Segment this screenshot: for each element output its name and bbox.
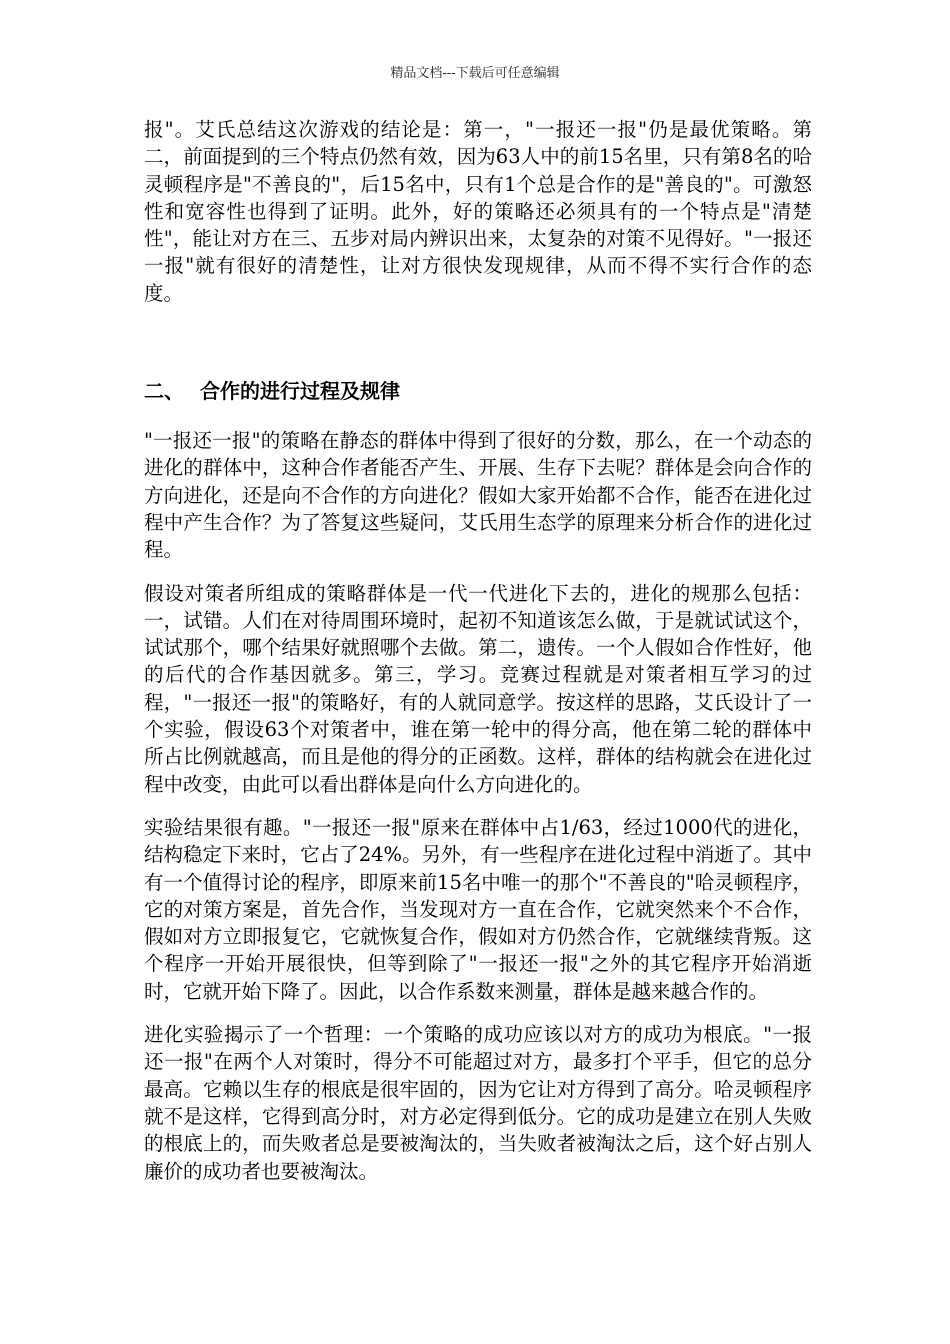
- spacer: [144, 564, 812, 580]
- paragraph-philosophy: 进化实验揭示了一个哲理：一个策略的成功应该以对方的成功为根底。"一报还一报"在两个人对策时，得分不可能超过对方，最多打个平手，但它的总分最高。它赖以生存的根底是很牢固的，因为它让对方得到了高分。哈灵顿程序就不是这样，它得到高分时，对方必定得到低分。它的成功是建立在别人失败的根底上的，而失败者总是要被淘汰的，当失败者被淘汰之后，这个好占别人廉价的成功者也要被淘汰。: [144, 1023, 812, 1183]
- spacer: [144, 405, 812, 427]
- paragraph-evolution-rules: 假设对策者所组成的策略群体是一代一代进化下去的，进化的规那么包括：一，试错。人们在对待周围环境时，起初不知道该怎么做，于是就试试这个，试试那个，哪个结果好就照哪个去做。第二，遗传。一个人假如合作性好，他的后代的合作基因就多。第三，学习。竞赛过程就是对策者相互学习的过程，"一报还一报"的策略好，有的人就同意学。按这样的思路，艾氏设计了一个实验，假设63个对策者中，谁在第一轮中的得分高，他在第二轮的群体中所占比例就越高，而且是他的得分的正函数。这样，群体的结构就会在进化过程中改变，由此可以看出群体是向什么方向进化的。: [144, 581, 812, 796]
- spacer: [144, 307, 812, 377]
- section-number: 二、: [144, 379, 184, 404]
- document-body: [144, 116, 812, 1185]
- section-heading: [144, 377, 812, 405]
- spacer: [144, 1005, 812, 1021]
- paragraph-intro: "一报还一报"的策略在静态的群体中得到了很好的分数，那么，在一个动态的进化的群体中，这种合作者能否产生、开展、生存下去呢？群体是会向合作的方向进化，还是向不合作的方向进化？假如大家开始都不合作，能否在进化过程中产生合作？为了答复这些疑问，艾氏用生态学的原理来分析合作的进化过程。: [144, 429, 812, 562]
- page-header: 精品文档---下载后可任意编辑: [390, 66, 560, 81]
- paragraph-experiment-results: 实验结果很有趣。"一报还一报"原来在群体中占1/63，经过1000代的进化，结构稳定下来时，它占了24%。另外，有一些程序在进化过程中消逝了。其中有一个值得讨论的程序，即原来前15名中唯一的那个"不善良的"哈灵顿程序，它的对策方案是，首先合作，当发现对方一直在合作，它就突然来个不合作，假如对方立即报复它，它就恢复合作，假如对方仍然合作，它就继续背叛。这个程序一开始开展很快，但等到除了"一报还一报"之外的其它程序开始消逝时，它就开始下降了。因此，以合作系数来测量，群体是越来越合作的。: [144, 815, 812, 1003]
- section-title: 合作的进行过程及规律: [200, 379, 400, 404]
- paragraph-conclusion: 报"。艾氏总结这次游戏的结论是：第一，"一报还一报"仍是最优策略。第二，前面提到的三个特点仍然有效，因为63人中的前15名里，只有第8名的哈灵顿程序是"不善良的"，后15名中，只有1个总是合作的是"善良的"。可激怒性和宽容性也得到了证明。此外，好的策略还必须具有的一个特点是"清楚性"，能让对方在三、五步对局内辨识出来，太复杂的对策不见得好。"一报还一报"就有很好的清楚性，让对方很快发现规律，从而不得不实行合作的态度。: [144, 118, 812, 305]
- spacer: [144, 798, 812, 814]
